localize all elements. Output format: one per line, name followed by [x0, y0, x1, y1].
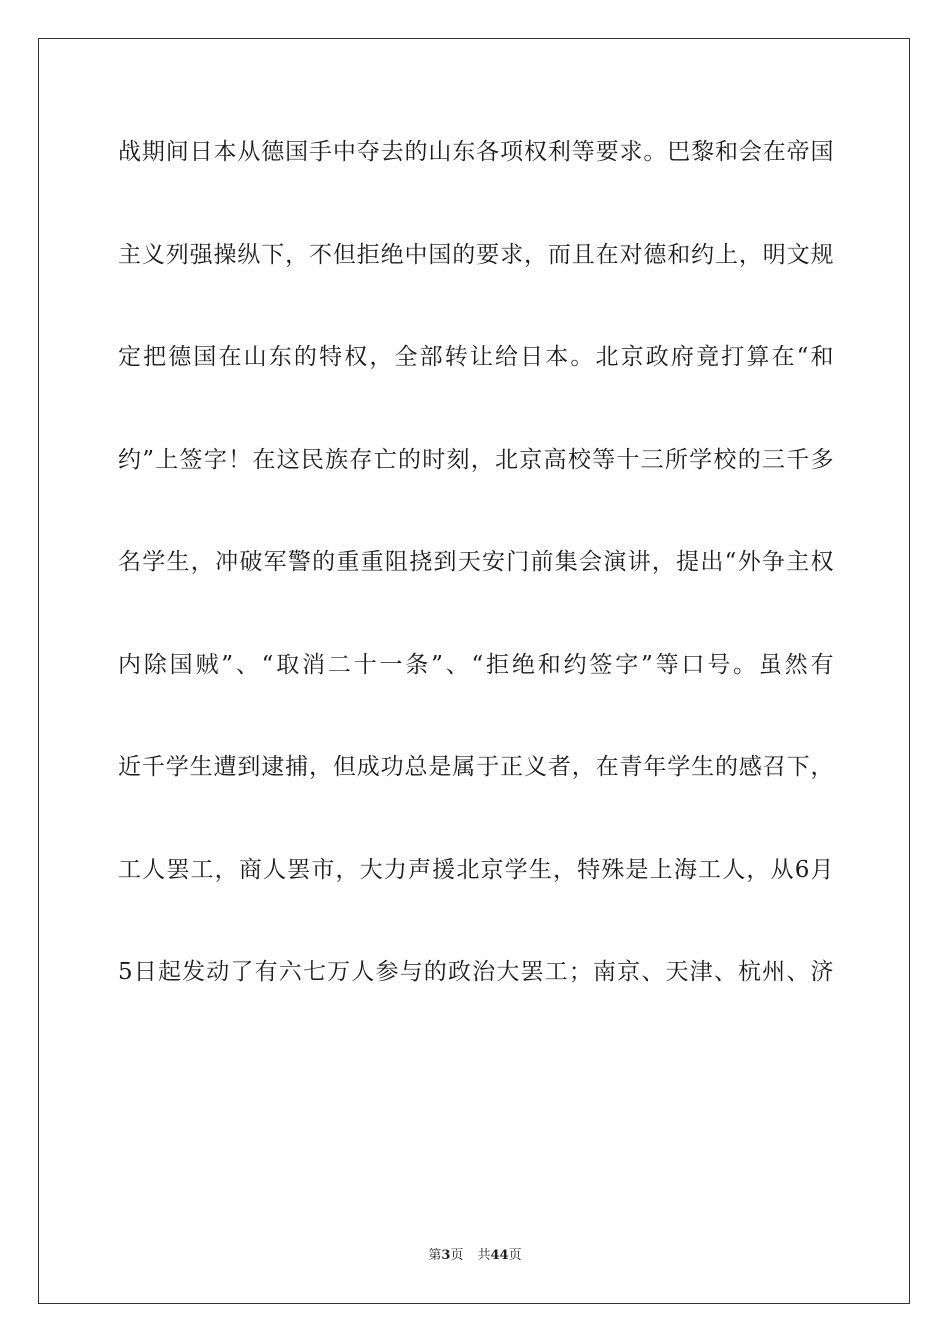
body-text-line: 5日起发动了有六七万人参与的政治大罢工；南京、天津、杭州、济: [118, 959, 834, 985]
page-footer: [0, 1244, 950, 1263]
total-prefix: 共: [477, 1248, 491, 1263]
total-suffix: 页: [508, 1248, 522, 1263]
page-prefix: 第: [428, 1248, 442, 1263]
total-pages: 44: [490, 1248, 509, 1263]
body-text-line: 近千学生遭到逮捕，但成功总是属于正义者，在青年学生的感召下，: [118, 754, 834, 780]
page-number: 3: [441, 1248, 451, 1263]
body-text-line: 内除国贼”、“取消二十一条”、“拒绝和约签字”等口号。虽然有: [118, 651, 834, 678]
body-text-line: 约”上签字！在这民族存亡的时刻，北京高校等十三所学校的三千多: [118, 446, 834, 473]
body-text-line: 名学生，冲破军警的重重阻挠到天安门前集会演讲，提出“外争主权: [118, 549, 834, 575]
body-text-line: 工人罢工，商人罢市，大力声援北京学生，特殊是上海工人，从6月: [118, 856, 834, 883]
body-text-line: 定把德国在山东的特权，全部转让给日本。北京政府竟打算在“和: [118, 344, 834, 370]
body-text-line: 主义列强操纵下，不但拒绝中国的要求，而且在对德和约上，明文规: [118, 241, 834, 268]
page-suffix: 页: [450, 1248, 464, 1263]
document-body: [118, 130, 834, 1053]
body-text-line: 战期间日本从德国手中夺去的山东各项权利等要求。巴黎和会在帝国: [118, 139, 834, 165]
